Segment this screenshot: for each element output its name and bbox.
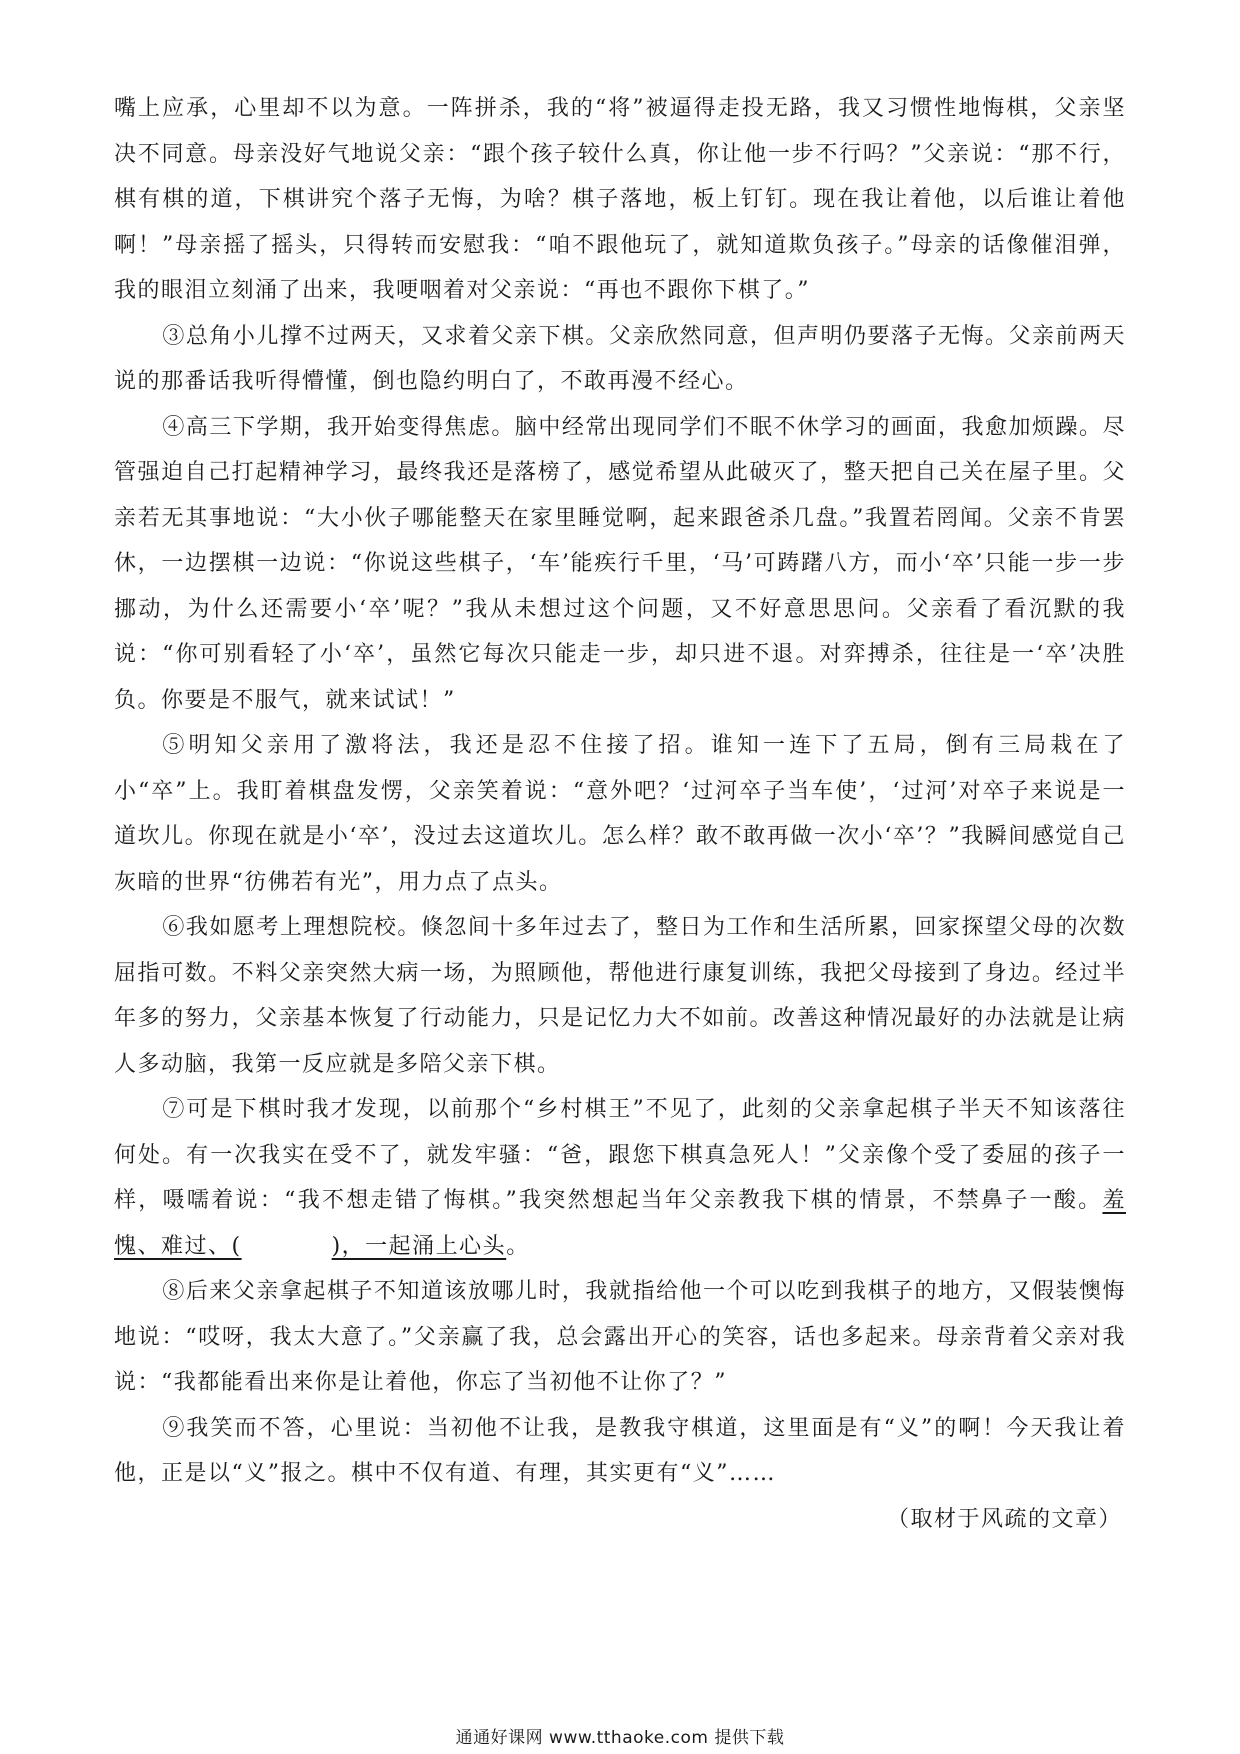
- underlined-part-2: )，一起涌上心头: [331, 1233, 507, 1259]
- article-body: [114, 86, 1126, 1542]
- paragraph-7-end: 。: [506, 1233, 530, 1259]
- paragraph-5: ⑤明知父亲用了激将法，我还是忍不住接了招。谁知一连下了五局，倒有三局栽在了小“卒”上。我盯着棋盘发愣，父亲笑着说：“意外吧？‘过河卒子当车使’，‘过河’对卒子来说是一道坎儿。你现在就是小‘卒’，没过去这道坎儿。怎么样？敢不敢再做一次小‘卒’？”我瞬间感觉自己灰暗的世界“彷佛若有光”，用力点了点头。: [114, 733, 1126, 895]
- paragraph-7-text: ⑦可是下棋时我才发现，以前那个“乡村棋王”不见了，此刻的父亲拿起棋子半天不知该落往何处。有一次我实在受不了，就发牢骚：“爸，跟您下棋真急死人！”父亲像个受了委屈的孩子一样，嗫嚅着说：“我不想走错了悔棋。”我突然想起当年父亲教我下棋的情景，不禁鼻子一酸。: [114, 1097, 1126, 1213]
- paragraph-continued: 嘴上应承，心里却不以为意。一阵拼杀，我的“将”被逼得走投无路，我又习惯性地悔棋，父亲坚决不同意。母亲没好气地说父亲：“跟个孩子较什么真，你让他一步不行吗？”父亲说：“那不行，棋有棋的道，下棋讲究个落子无悔，为啥？棋子落地，板上钉钉。现在我让着他，以后谁让着他啊！”母亲摇了摇头，只得转而安慰我：“咱不跟他玩了，就知道欺负孩子。”母亲的话像催泪弹，我的眼泪立刻涌了出来，我哽咽着对父亲说：“再也不跟你下棋了。”: [114, 96, 1126, 303]
- page-footer: 通通好课网 www.tthaoke.com 提供下载: [455, 1728, 785, 1748]
- paragraph-7: [114, 1087, 1126, 1269]
- paragraph-6-text: ⑥我如愿考上理想院校。倏忽间十多年过去了，整日为工作和生活所累，回家探望父母的次数屈指可数。不料父亲突然大病一场，为照顾他，帮他进行康复训练，我把父母接到了身边。经过半年多的努力，父亲基本恢复了行动能力，只是记忆力大不如前。改善这种情况最好的办法就是让病人多动脑，我第一反应就是多陪父亲下棋。: [114, 915, 1126, 1077]
- paragraph-8: ⑧后来父亲拿起棋子不知道该放哪儿时，我就指给他一个可以吃到我棋子的地方，又假装懊悔地说：“哎呀，我太大意了。”父亲赢了我，总会露出开心的笑容，话也多起来。母亲背着父亲对我说：“我都能看出来你是让着他，你忘了当初他不让你了？”: [114, 1279, 1126, 1395]
- source-attribution: （取材于风疏的文章）: [886, 1506, 1122, 1532]
- paragraph-4: ④高三下学期，我开始变得焦虑。脑中经常出现同学们不眠不休学习的画面，我愈加烦躁。尽管强迫自己打起精神学习，最终我还是落榜了，感觉希望从此破灭了，整天把自己关在屋子里。父亲若无其事地说：“大小伙子哪能整天在家里睡觉啊，起来跟爸杀几盘。”我置若罔闻。父亲不肯罢休，一边摆棋一边说：“你说这些棋子，‘车’能疾行千里，‘马’可踌躇八方，而小‘卒’只能一步一步挪动，为什么还需要小‘卒’呢？”我从未想过这个问题，又不好意思思问。父亲看了看沉默的我说：“你可别看轻了小‘卒’，虽然它每次只能走一步，却只进不退。对弈搏杀，往往是一‘卒’决胜负。你要是不服气，就来试试！”: [114, 414, 1126, 713]
- paragraph-3: ③总角小儿撑不过两天，又求着父亲下棋。父亲欣然同意，但声明仍要落子无悔。父亲前两天说的那番话我听得懵懂，倒也隐约明白了，不敢再漫不经心。: [114, 323, 1126, 394]
- paragraph-6: [114, 905, 1126, 1087]
- paragraph-9: ⑨我笑而不答，心里说：当初他不让我，是教我守棋道，这里面是有“义”的啊！今天我让着他，正是以“义”报之。棋中不仅有道、有理，其实更有“义”……: [114, 1415, 1126, 1486]
- underlined-part-1: 羞愧、难过、(: [114, 1188, 1126, 1259]
